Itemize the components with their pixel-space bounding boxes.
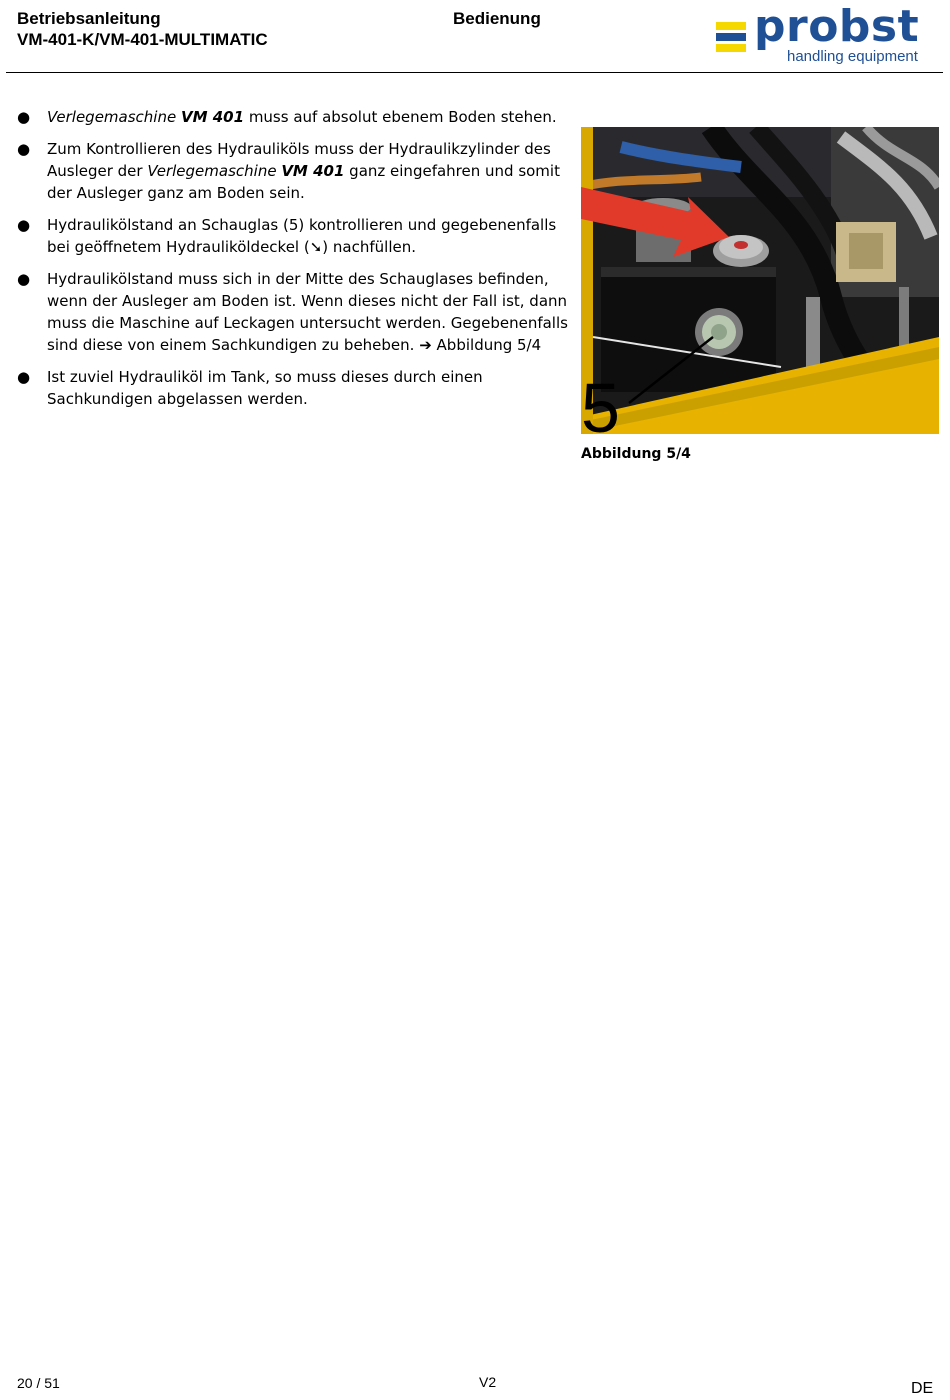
document-title [17,8,268,50]
bullet-icon: ● [17,270,31,288]
header-divider [6,72,943,73]
logo-yellow-bar [716,22,746,30]
instruction-text-run: ) nachfüllen. [322,238,416,256]
document-title-line1: Betriebsanleitung [17,9,161,28]
instruction-text-run: Zum Kontrollieren des Hydrauliköls muss der Hydraulikzylinder des Ausleger der [47,140,551,180]
instruction-text-run: muss auf absolut ebenem Boden stehen. [244,108,557,126]
version-label: V2 [479,1374,497,1390]
instruction-item [15,268,570,356]
probst-logo [714,1,936,70]
instruction-text-run: Abbildung 5/4 [431,336,542,354]
language-code: DE [911,1380,934,1397]
page-number: 20 / 51 [17,1375,60,1391]
document-title-line2: VM-401-K/VM-401-MULTIMATIC [17,30,268,49]
hydraulic-tank-photo [581,127,939,434]
callout-number: 5 [581,369,620,434]
instruction-text-run: VM 401 [180,108,245,126]
instruction-text-run: ➔ [419,336,432,354]
figure-photo [581,127,939,434]
instruction-text-run: Verlegemaschine [147,162,282,180]
instruction-text-run: Ist zuviel Hydrauliköl im Tank, so muss dieses durch einen Sachkundigen abgelassen werden. [47,368,483,408]
instruction-text-run: Hydraulikölstand muss sich in der Mitte des Schauglases befinden, wenn der Ausleger am Boden ist. Wenn dieses nicht der Fall ist, dann muss die Maschine auf Leckagen untersucht werden. Gegebenenfalls sind diese von einem Sachkundigen zu beheben. [47,270,568,354]
instruction-item [15,214,570,258]
instruction-list [15,106,570,420]
logo-wordmark: probst [754,1,920,52]
bullet-icon: ● [17,216,31,234]
instruction-text-run: ➘ [309,238,323,256]
logo-yellow-bar-2 [716,44,746,52]
instruction-text [47,268,570,356]
instruction-text [47,214,570,258]
instruction-item [15,366,570,410]
logo-blue-bar [716,33,746,41]
instruction-item [15,138,570,204]
instruction-text-run: VM 401 [281,162,345,180]
instruction-text [47,106,570,128]
section-title: Bedienung [453,9,541,28]
instruction-text [47,366,570,410]
instruction-item [15,106,570,128]
logo-tagline: handling equipment [787,48,918,65]
bullet-icon: ● [17,368,31,386]
figure-caption: Abbildung 5/4 [581,446,691,462]
bullet-icon: ● [17,140,31,158]
instruction-text-run: Verlegemaschine [47,108,181,126]
instruction-text [47,138,570,204]
instruction-text-run: ganz eingefahren und somit der Ausleger ganz am Boden sein. [47,162,560,202]
bullet-icon: ● [17,108,31,126]
instruction-text-run: Hydraulikölstand an Schauglas (5) kontrollieren und gegebenenfalls bei geöffnetem Hydrauliköldeckel ( [47,216,557,256]
